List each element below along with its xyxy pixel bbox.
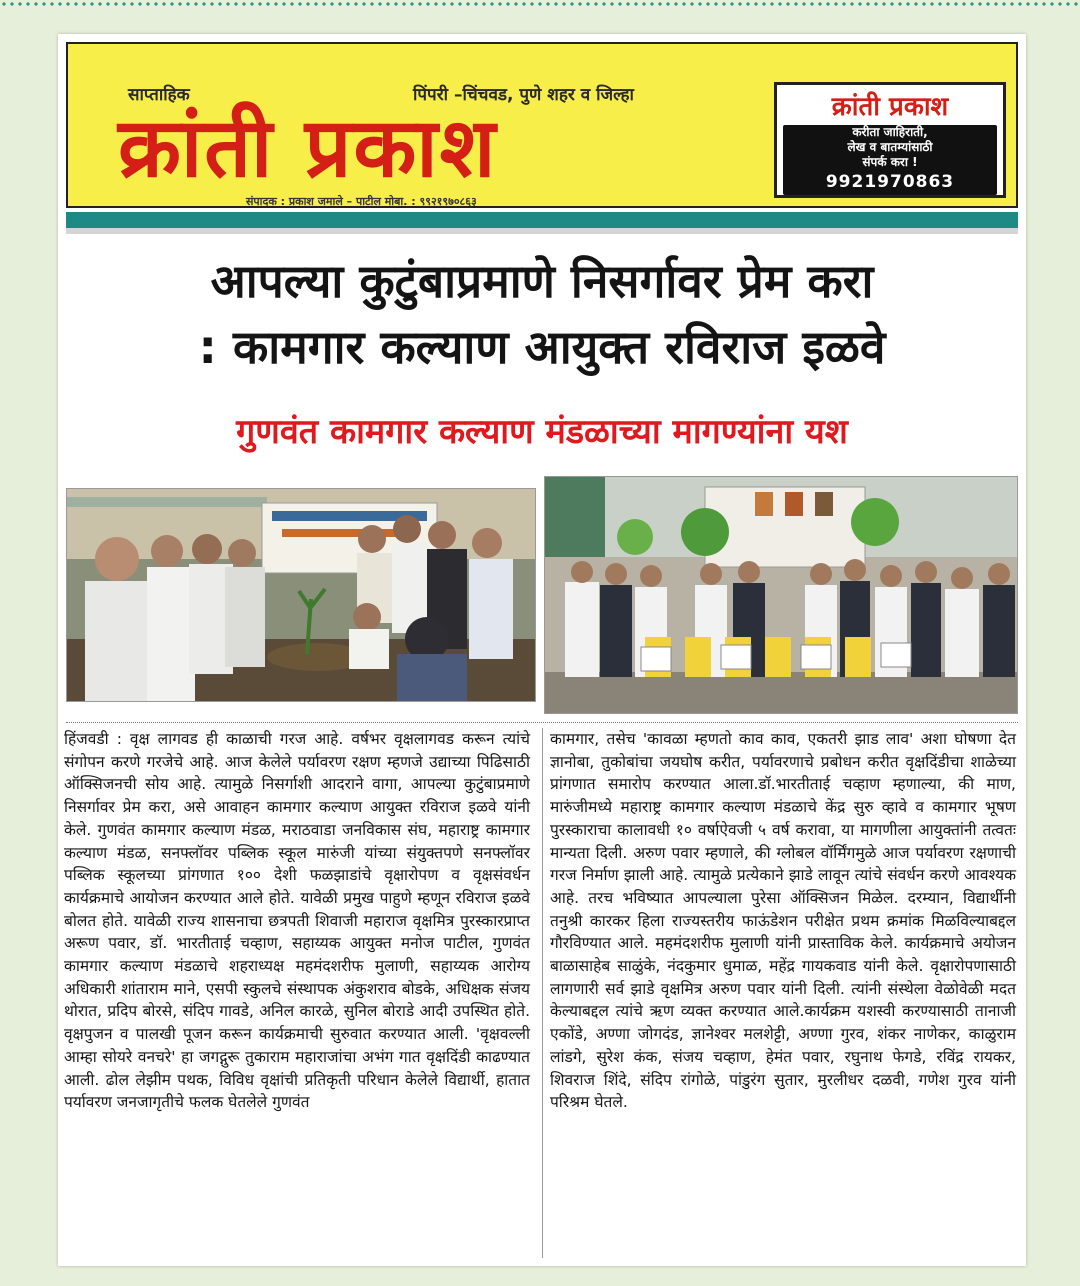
weekly-label: साप्ताहिक <box>128 85 190 105</box>
column-divider <box>542 728 543 1258</box>
paper-logo: क्रांती प्रकाश <box>118 100 498 196</box>
tree-planting-photo <box>66 488 536 702</box>
region-label: पिंपरी –चिंचवड, पुणे शहर व जिल्हा <box>413 85 634 105</box>
ad-box-text-block <box>783 125 997 195</box>
article-headline <box>58 248 1026 380</box>
masthead-teal-bar <box>66 212 1018 228</box>
article-subheadline: गुणवंत कामगार कल्याण मंडळाच्या मागण्यांना यश <box>236 412 848 452</box>
newspaper-page <box>58 34 1026 1266</box>
masthead-grey-bar <box>66 228 1018 234</box>
ad-box-line: करीता जाहिराती, <box>852 125 928 139</box>
ad-box-phone: 9921970863 <box>825 172 955 192</box>
section-divider <box>66 722 1018 723</box>
ad-box-paper-name: क्रांती प्रकाश <box>831 92 949 122</box>
headline-line-1: आपल्या कुटुंबाप्रमाणे निसर्गावर प्रेम करा <box>210 254 874 308</box>
article-column-1: हिंजवडी : वृक्ष लागवड ही काळाची गरज आहे. वर्षभर वृक्षलागवड करून त्यांचे संगोपन करणे गरजेचे आहे. आज केलेले पर्यावरण रक्षण म्हणजे उद्याच्या पिढिसाठी ऑक्सिजनची सोय आहे. त्यामुळे निसर्गाशी आदराने वागा, आपल्या कुटुंबाप्रमाणे निसर्गावर प्रेम करा, असे आवाहन कामगार कल्याण आयुक्त रविराज इळवे यांनी केले. गुणवंत कामगार कल्याण मंडळ, मराठवाडा जनविकास संघ, महाराष्ट्र कामगार कल्याण मंडळ, सनफ्लॉवर पब्लिक स्कूल मारुंजी यांच्या संयुक्तपणे सनफ्लॉवर पब्लिक स्कूलच्या प्रांगणात १०० देशी फळझाडांचे वृक्षारोपण व वृक्षसंवर्धन कार्यक्रमाचे आयोजन करण्यात आले होते. यावेळी प्रमुख पाहुणे म्हणून रविराज इळवे बोलत होते. यावेळी राज्य शासनाचा छत्रपती शिवाजी महाराज वृक्षमित्र पुरस्कारप्राप्त अरूण पवार, डॉ. भारतीताई चव्हाण, सहाय्यक आयुक्त मनोज पाटील, गुणवंत कामगार कल्याण मंडळाचे शहराध्यक्ष महमंदशरीफ मुलाणी, सहाय्यक आरोग्य अधिकारी शांताराम माने, एसपी स्कुलचे संस्थापक अंकुशराव बोडके, अधिक्षक संजय थोरात, प्रदिप बोरसे, संदिप गावडे, अनिल कारळे, सुनिल बोराडे आदी उपस्थित होते. वृक्षपुजन व पालखी पूजन करून कार्यक्रमाची सुरुवात करण्यात आली. 'वृक्षवल्ली आम्हा सोयरे वनचरे' हा जगद्गुरू तुकाराम महाराजांचा अभंग गात वृक्षदिंडी काढण्यात आली. ढोल लेझीम पथक, विविध वृक्षांची प्रतिकृती परिधान केलेले विद्यार्थी, हातात पर्यावरण जनजागृतीचे फलक घेतलेले गुणवंत <box>64 730 530 1112</box>
dotted-border <box>0 0 1080 8</box>
masthead <box>66 42 1018 208</box>
editor-line: संपादक : प्रकाश जमाले – पाटील मोबा. : ९९२१९७०८६३ <box>246 195 477 208</box>
ad-contact-box <box>774 82 1006 198</box>
ad-box-line: संपर्क करा ! <box>862 155 918 169</box>
article-column-2: कामगार, तसेच 'कावळा म्हणतो काव काव, एकतरी झाड लाव' अशा घोषणा देत ज्ञानोबा, तुकोबांचा जयघोष करीत, पर्यावरणाचे प्रबोधन करीत वृक्षदिंडीचा शाळेच्या प्रांगणात समारोप करण्यात आला.डॉ.भारतीताई चव्हाण म्हणाल्या, की माण, मारुंजीमध्ये महाराष्ट्र कामगार कल्याण मंडळाचे केंद्र सुरु व्हावे व कामगार भूषण पुरस्काराचा कालावधी १० वर्षाऐवजी ५ वर्ष करावा, या मागणीला आयुक्तांनी तत्वतः मान्यता दिली. अरुण पवार म्हणाले, की ग्लोबल वॉर्मिंगमुळे आज पर्यावरण रक्षणाची गरज निर्माण झाली आहे. त्यामुळे प्रत्येकाने झाडे लावून त्यांचे संवर्धन करणे आवश्यक आहे. तरच भविष्यात आपल्याला पुरेसा ऑक्सिजन मिळेल. दरम्यान, विद्यार्थीनी तनुश्री कारकर हिला राज्यस्तरीय फाऊंडेशन परीक्षेत प्रथम क्रमांक मिळविल्याबद्दल गौरविण्यात आले. महमंदशरीफ मुलाणी यांनी प्रास्ताविक केले. कार्यक्रमाचे अयोजन बाळासाहेब साळुंके, नंदकुमार धुमाळ, महेंद्र गायकवाड यांनी केले. वृक्षारोपणासाठी लागणारी सर्व झाडे वृक्षमित्र अरुण पवार यांनी दिली. त्यांनी संस्थेला वेळोवेळी मदत केल्याबद्दल त्यांचे ऋण व्यक्त करण्यात आले.कार्यक्रम यशस्वी करण्यासाठी तानाजी एकोंडे, अण्णा जोगदंड, ज्ञानेश्वर मलशेट्टी, अण्णा गुरव, शंकर नाणेकर, काळुराम लांडगे, सुरेश कंक, संजय चव्हाण, हेमंत पवार, रघुनाथ फेगडे, रविंद्र रायकर, शिवराज शिंदे, संदिप रांगोळे, पांडुरंग सुतार, मुरलीधर दळवी, गणेश गुरव यांनी परिश्रम घेतले. <box>550 730 1016 1112</box>
ad-box-line: लेख व बातम्यांसाठी <box>847 140 933 154</box>
students-group-photo <box>544 476 1018 714</box>
headline-line-2: : कामगार कल्याण आयुक्त रविराज इळवे <box>198 320 886 374</box>
